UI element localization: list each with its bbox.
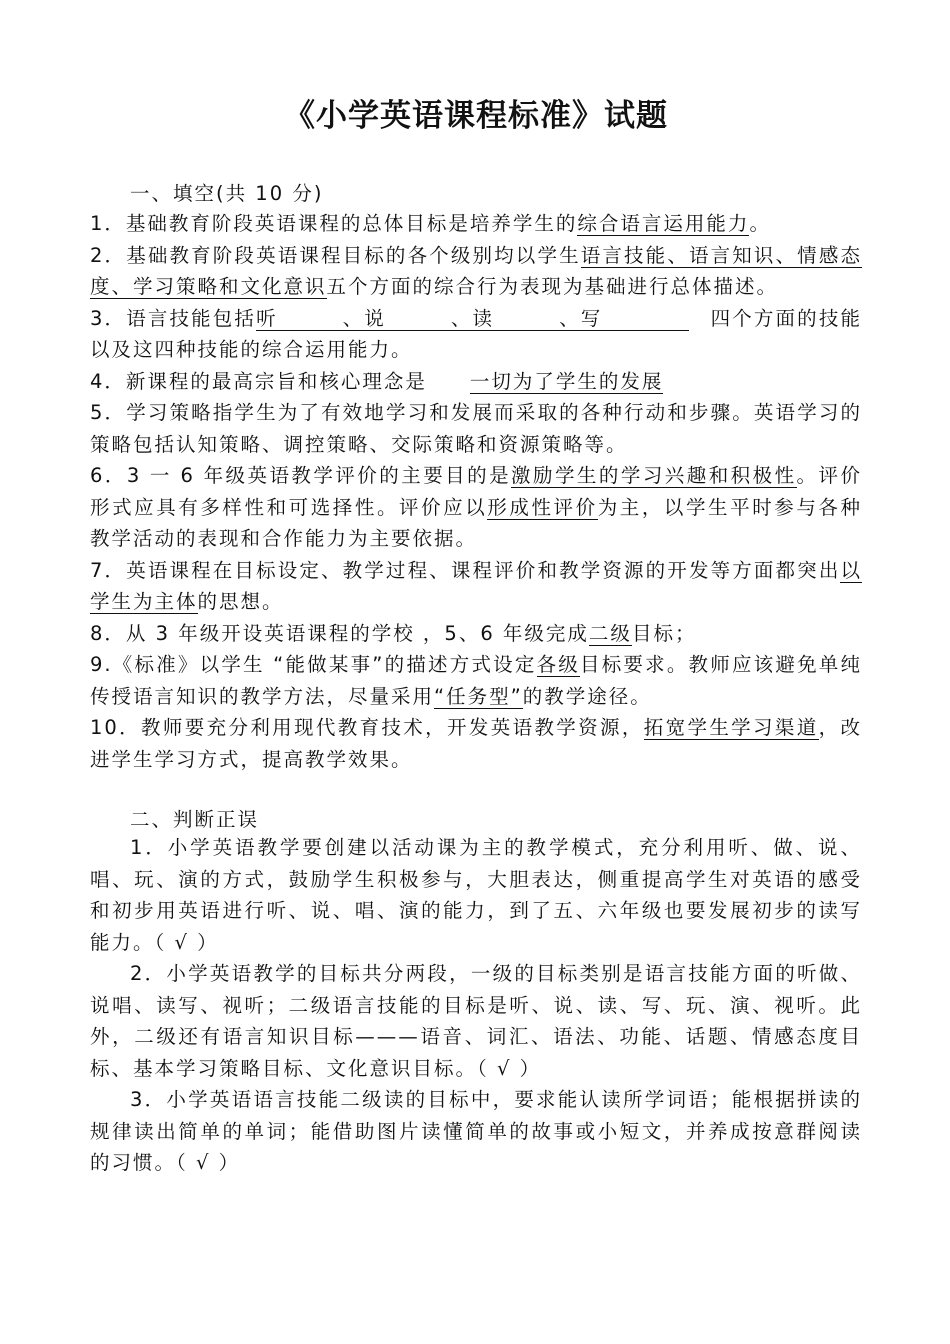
- question-3: [90, 303, 862, 366]
- answer-blank: 激励学生的学习兴趣和积极性: [511, 464, 797, 487]
- section-fill-blank: [90, 208, 862, 775]
- question-text: 五个方面的综合行为表现为基础进行总体描述。: [326, 275, 779, 298]
- answer-blank: 一切为了学生的发展: [469, 369, 664, 393]
- page-title: 《小学英语课程标准》试题: [284, 98, 668, 134]
- question-text: 。: [749, 212, 771, 235]
- question-text: 为主，以学生平时参与各种教学活动的表现和合作能力为主要依据。: [90, 495, 862, 550]
- question-1: [90, 208, 862, 240]
- answer-blank: 综合语言运用能力: [577, 212, 750, 235]
- question-text: 目标；: [631, 621, 697, 645]
- answer-blank: 形成性评价: [487, 495, 598, 519]
- question-text: ，改进学生学习方式，提高教学效果。: [90, 716, 862, 771]
- question-text: 10．教师要充分利用现代教育技术，开发英语教学资源，: [90, 716, 644, 739]
- question-text: 1．基础教育阶段英语课程的总体目标是培养学生的: [90, 212, 578, 235]
- question-4: [90, 366, 862, 398]
- question-text: 四个方面的技能以及这四种技能的综合运用能力。: [90, 306, 862, 361]
- judgement-item: 3．小学英语语言技能二级读的目标中，要求能认读所学词语；能根据拼读的规律读出简单的单词；能借助图片读懂简单的故事或小短文，并养成按意群阅读的习惯。（ √ ）: [90, 1088, 862, 1174]
- question-2: [90, 240, 862, 303]
- question-text: 6．3 一 6 年级英语教学评价的主要目的是: [90, 464, 512, 487]
- question-text: 3．语言技能包括: [90, 306, 257, 330]
- answer-blank: 语言技能、语言知识、情感态度、学习策略和文化意识: [90, 243, 862, 298]
- question-9: [90, 649, 862, 712]
- section-heading-true-false: 二、判断正误: [130, 808, 260, 831]
- question-text: 7．英语课程在目标设定、教学过程、课程评价和教学资源的开发等方面都突出: [90, 558, 841, 582]
- question-10: [90, 712, 862, 775]
- question-text: 的教学途径。: [522, 684, 652, 708]
- judgement-item: 2．小学英语教学的目标共分两段，一级的目标类别是语言技能方面的听做、说唱、读写、视听；二级语言技能的目标是听、说、读、写、玩、演、视听。此外，二级还有语言知识目标———语音、词汇、语法、功能、话题、情感态度目标、基本学习策略目标、文化意识目标。（ √ ）: [90, 962, 862, 1080]
- answer-blank: 听 、说 、读 、写: [256, 306, 689, 330]
- question-text: 8．从 3 年级开设英语课程的学校 ，5、6 年级完成: [90, 621, 589, 645]
- question-text: 2．基础教育阶段英语课程目标的各个级别均以学生: [90, 243, 581, 267]
- question-text: 9.《标准》以学生 “能做某事”的描述方式设定: [90, 653, 537, 676]
- section-heading-fill-blank: 一、填空(共 10 分): [130, 182, 324, 205]
- question-6: [90, 460, 862, 555]
- answer-blank: “任务型”: [434, 684, 523, 708]
- answer-blank: 各级: [536, 653, 580, 676]
- question-text: 的思想。: [197, 590, 284, 613]
- question-text: 目标要求。教师应该避免单纯传授语言知识的教学方法，尽量采用: [90, 653, 862, 708]
- answer-blank: 二级: [588, 621, 632, 645]
- question-text: 。评价形式应具有多样性和可选择性。评价应以: [90, 464, 862, 519]
- question-8: [90, 618, 862, 650]
- question-text: 4．新课程的最高宗旨和核心理念是: [90, 369, 470, 393]
- question-5: 5．学习策略指学生为了有效地学习和发展而采取的各种行动和步骤。英语学习的策略包括认知策略、调控策略、交际策略和资源策略等。: [90, 401, 862, 456]
- section-true-false: [90, 832, 862, 1179]
- question-7: [90, 555, 862, 618]
- answer-blank: 拓宽学生学习渠道: [643, 716, 819, 739]
- judgement-item: 1．小学英语教学要创建以活动课为主的教学模式，充分利用听、做、说、唱、玩、演的方式，鼓励学生积极参与，大胆表达，侧重提高学生对英语的感受和初步用英语进行听、说、唱、演的能力，到了五、六年级也要发展初步的读写能力。（ √ ）: [90, 836, 862, 954]
- answer-blank: 以学生为主体: [90, 558, 862, 613]
